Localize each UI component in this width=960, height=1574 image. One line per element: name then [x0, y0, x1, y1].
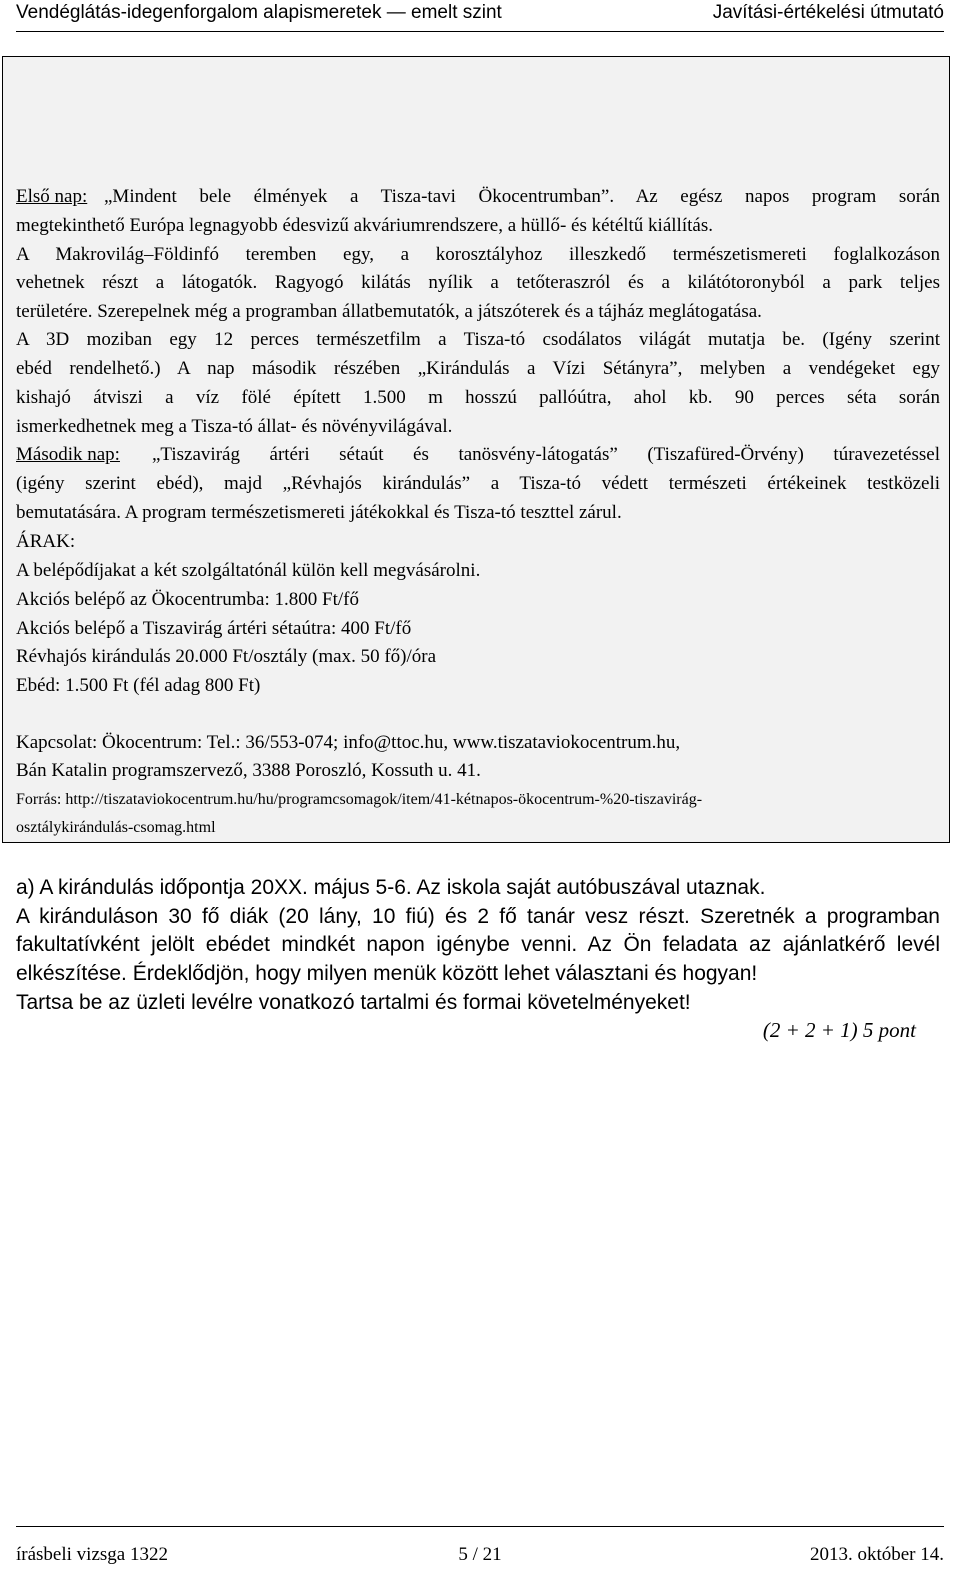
part-a-line-5: Tartsa be az üzleti levélre vonatkozó tartalmi és formai követelményeket! [16, 991, 691, 1014]
price-line-3: Akciós belépő a Tiszavirág ártéri sétaútra: 400 Ft/fő [16, 618, 412, 639]
price-line-4: Révhajós kirándulás 20.000 Ft/osztály (max. 50 fő)/óra [16, 646, 437, 667]
page-header [16, 2, 944, 28]
day2-line-2: (igény szerint ebéd), majd „Révhajós kirándulás” a Tisza-tó védett természeti értékeinek testközeli [16, 473, 940, 494]
part-a-line-3: fakultatívként jelölt ebédet mindkét napon igénybe venni. Az Ön feladata az ajánlatkérő levél [16, 933, 940, 956]
day1-line-8: kishajó átviszi a víz fölé épített 1.500 m hosszú pallóútra, ahol kb. 90 perces séta során [16, 387, 940, 408]
part-a-line-1: a) A kirándulás időpontja 20XX. május 5-6. Az iskola saját autóbuszával utaznak. [16, 876, 766, 899]
footer-exam-code: írásbeli vizsga 1322 [16, 1544, 168, 1565]
part-a-line-4: elkészítése. Érdeklődjön, hogy milyen menük között lehet választani és hogyan! [16, 962, 758, 985]
part-a-points: (2 + 2 + 1) 5 pont [762, 1018, 916, 1042]
day1-line-2: megtekinthető Európa legnagyobb édesvizű akváriumrendszere, a hüllő- és kétéltű kiállítás. [16, 215, 713, 236]
day2-line-1: „Tiszavirág ártéri sétaút és tanösvény-látogatás” (Tiszafüred-Örvény) túravezetéssel [152, 444, 940, 465]
day1-label: Első nap: [16, 186, 88, 207]
header-doc-type: Javítási-értékelési útmutató [712, 2, 944, 23]
day1-line-9: ismerkedhetnek meg a Tisza-tó állat- és növényvilágával. [16, 416, 453, 437]
contact-line-1: Kapcsolat: Ökocentrum: Tel.: 36/553-074; info@ttoc.hu, www.tiszataviokocentrum.hu, [16, 732, 681, 753]
header-rule [16, 31, 944, 32]
day1-line-7: ebéd rendelhető.) A nap második részében „Kirándulás a Vízi Sétányra”, melyben a vendégeket egy [16, 358, 940, 379]
price-line-2: Akciós belépő az Ökocentrumba: 1.800 Ft/fő [16, 589, 359, 610]
day1-line-6: A 3D moziban egy 12 perces természetfilm a Tisza-tó csodálatos világát mutatja be. (Igény szerint [16, 329, 940, 350]
footer-date: 2013. október 14. [809, 1544, 944, 1565]
footer-page-number: 5 / 21 [458, 1544, 502, 1565]
day1-line-1: „Mindent bele élmények a Tisza-tavi Ökocentrumban”. Az egész napos program során [104, 186, 940, 207]
day1-line-3: A Makrovilág–Földinfó teremben egy, a korosztályhoz illeszkedő természetismereti foglalkozáson [16, 244, 940, 265]
price-line-5: Ebéd: 1.500 Ft (fél adag 800 Ft) [16, 675, 261, 696]
prices-title: ÁRAK: [16, 531, 76, 552]
contact-line-2: Bán Katalin programszervező, 3388 Poroszló, Kossuth u. 41. [16, 760, 481, 781]
header-title: Vendéglátás-idegenforgalom alapismeretek — emelt szint [16, 2, 502, 23]
source-line-2: osztálykirándulás-csomag.html [16, 819, 216, 836]
day1-line-4: vehetnek részt a látogatók. Ragyogó kilátás nyílik a tetőteraszról és a kilátótoronyból a park teljes [16, 272, 940, 293]
source-line-1: Forrás: http://tiszataviokocentrum.hu/hu/programcsomagok/item/41-kétnapos-ökocentrum-%20-tiszavirág- [16, 791, 703, 808]
footer-rule [16, 1526, 944, 1527]
part-a-line-2: A kiránduláson 30 fő diák (20 lány, 10 fiú) és 2 fő tanár vesz részt. Szeretnék a programban [16, 905, 940, 928]
day2-label: Második nap: [16, 444, 120, 465]
day1-line-5: területére. Szerepelnek még a programban állatbemutatók, a játszóterek és a tájház meglátogatása. [16, 301, 762, 322]
price-line-1: A belépődíjakat a két szolgáltatónál külön kell megvásárolni. [16, 560, 481, 581]
day2-line-3: bemutatására. A program természetismereti játékokkal és Tisza-tó teszttel zárul. [16, 502, 622, 523]
